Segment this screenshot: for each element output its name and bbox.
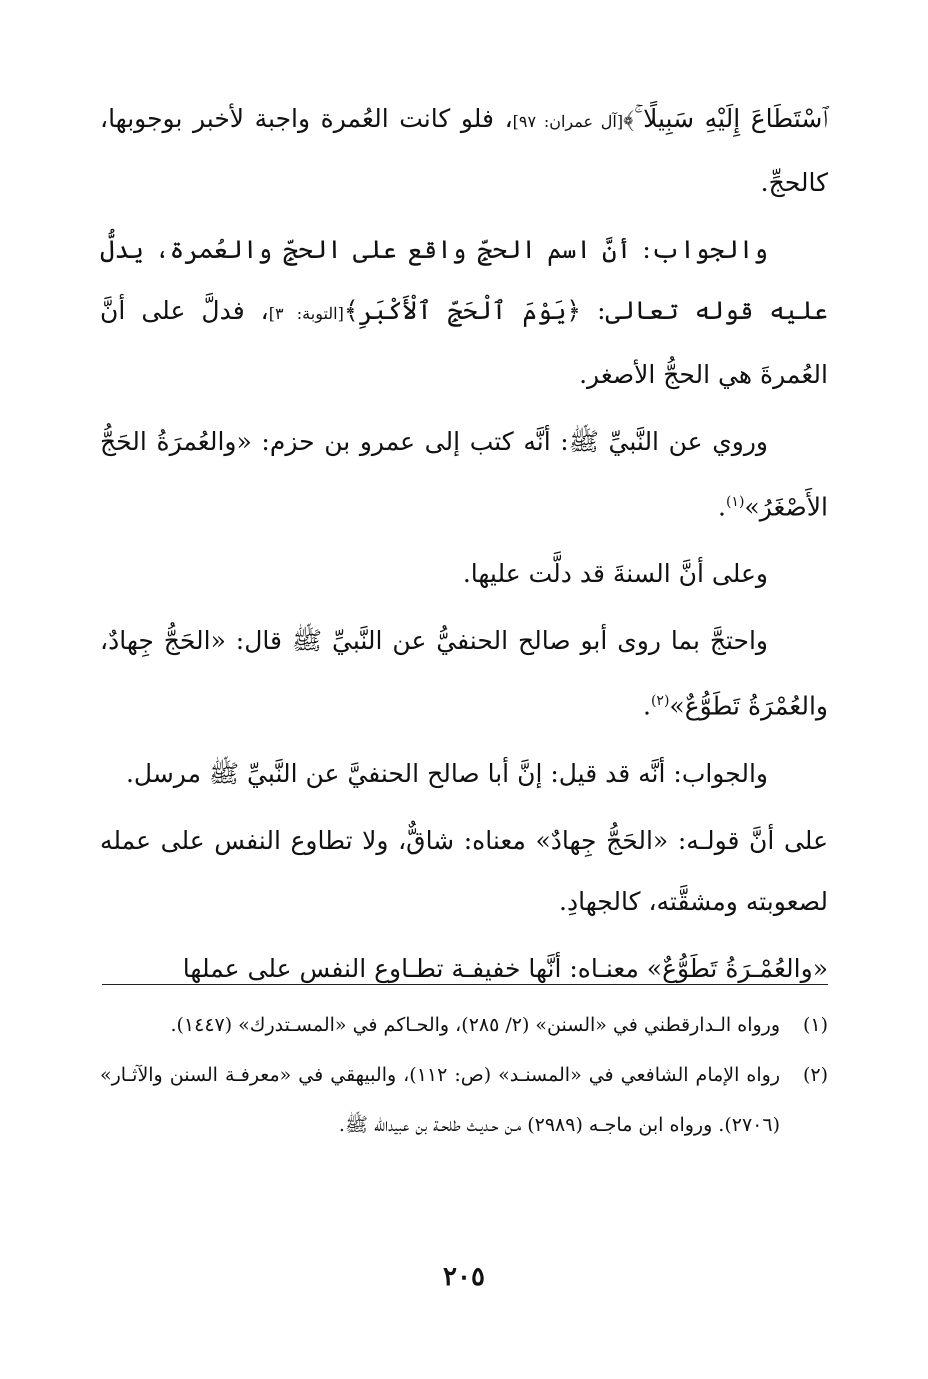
paragraph-text: . — [717, 492, 726, 522]
main-text — [100, 88, 828, 1005]
page-number: ٢٠٥ — [443, 1262, 485, 1292]
paragraph-text: ، فدلَّ على أنَّ العُمرةَ هي الحجُّ الأصغر. — [100, 296, 828, 389]
paragraph-7 — [100, 810, 828, 932]
paragraph-2 — [100, 219, 828, 405]
footnote-divider — [102, 984, 828, 985]
quran-verse: ٱسْتَطَاعَ إِلَيْهِ سَبِيلًا ۚ﴾ — [623, 104, 828, 133]
paragraph-6 — [100, 743, 828, 804]
footnote-marker: (٢) — [650, 693, 670, 710]
paragraph-8 — [100, 938, 828, 999]
paragraph-4 — [100, 543, 828, 604]
paragraph-1 — [100, 88, 828, 213]
paragraph-text: على أنَّ قولـه: «الحَجُّ جِهادٌ» معناه: شاقٌّ، ولا تطاوع النفس على عمله لصعوبته ومشقَّته، كالجهادِ. — [100, 825, 828, 916]
paragraph-text: ، فلو كانت العُمرة واجبة لأخبر بوجوبها، كالحجِّ. — [100, 104, 828, 197]
paragraph-3 — [100, 411, 828, 537]
paragraph-text: والجواب: أنَّ اسم الحجِّ واقع على الحجِّ والعُمرة، يدلُّ عليه قوله تعالى: — [100, 235, 828, 325]
paragraph-text: وعلى أنَّ السنةَ قد دلَّت عليها. — [462, 559, 768, 589]
verse-reference: [التوبة: ٣] — [268, 304, 344, 323]
verse-reference: [آل عمران: ٩٧] — [512, 112, 624, 131]
footnote-text: ورواه الـدارقطني في «السنن» (٢/ ٢٨٥)، والحـاكم في «المسـتدرك» (١٤٤٧). — [170, 1014, 780, 1036]
footnote-number: (١) — [802, 1014, 828, 1036]
footnote-1 — [100, 1000, 828, 1050]
footnote-number: (٢) — [802, 1064, 828, 1086]
paragraph-5 — [100, 610, 828, 736]
paragraph-text: . — [642, 691, 651, 721]
quran-verse: ﴿يَوْمَ ٱلْحَجِّ ٱلْأَكْبَرِ﴾ — [343, 296, 582, 325]
footnote-text: رواه الإمام الشافعي في «المسنـد» (ص: ١١٢)، والبيهقي في «معرفـة السنن والآثـار» (٢٧٠٦). ورواه ابن ماجـه (٢٩٨٩) مـن حـديـث طلحـة بن عبيدالله ﷺ. — [100, 1064, 781, 1136]
paragraph-text: «والعُمْـرَةُ تَطَوُّعٌ» معنـاه: أنَّها خفيفـة تطـاوع النفس على عملها — [182, 953, 828, 983]
paragraph-text: واحتجَّ بما روى أبو صالح الحنفيُّ عن النَّبيِّ ﷺ قال: «الحَجُّ جِهادٌ، والعُمْرَةُ تَطَوُّعٌ» — [100, 626, 828, 721]
paragraph-text: وروي عن النَّبيِّ ﷺ: أنَّه كتب إلى عمرو بن حزم: «والعُمرَةُ الحَجُّ الأَصْغَرُ» — [100, 427, 828, 522]
footnote-2 — [100, 1050, 828, 1150]
paragraph-text: والجواب: أنَّه قد قيل: إنَّ أبا صالح الحنفيَّ عن النَّبيِّ ﷺ مرسل. — [125, 758, 768, 788]
footnote-marker: (١) — [725, 494, 745, 510]
footnotes — [100, 1000, 828, 1150]
